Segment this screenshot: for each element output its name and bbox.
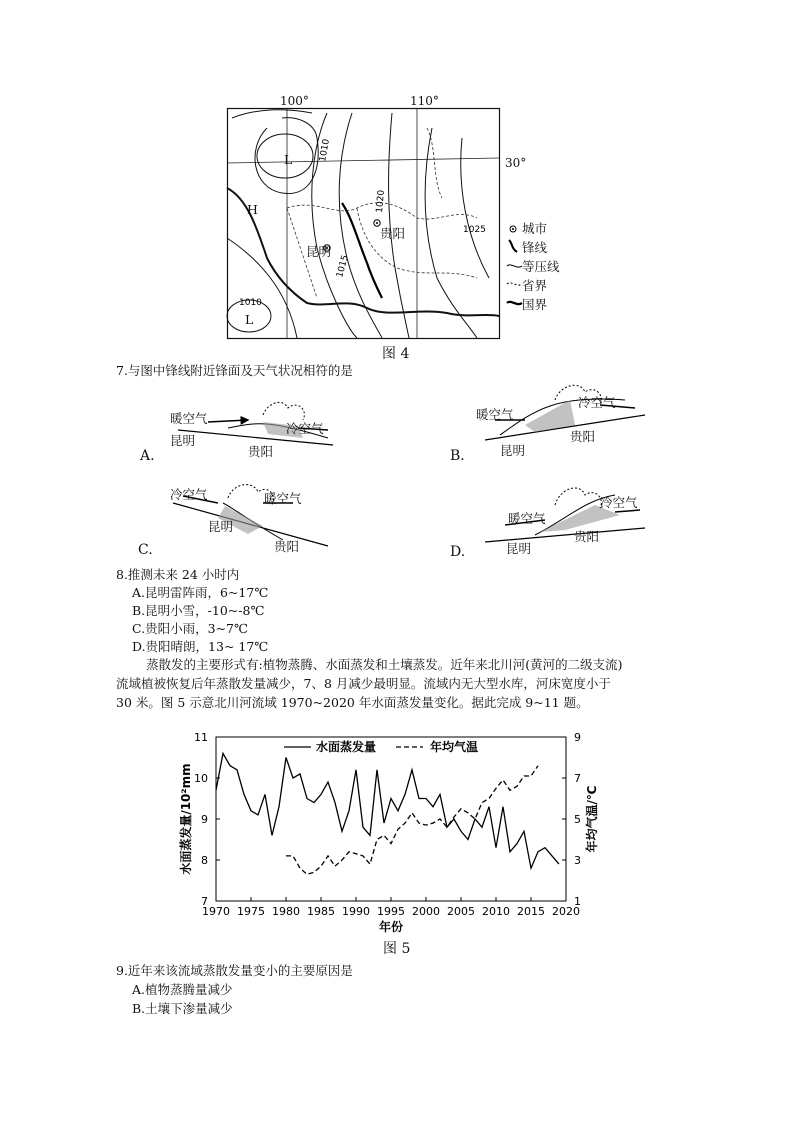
option-d-letter: D. (450, 544, 466, 560)
option-d-city1: 昆明 (506, 541, 532, 556)
city-kunming: 昆明 (306, 244, 332, 259)
q8-stem: 8.推测未来 24 小时内 (116, 567, 240, 582)
q7-option-b[interactable] (450, 380, 650, 470)
option-a-city1: 昆明 (170, 433, 196, 448)
option-d-drawing (475, 480, 650, 555)
x-tick-label: 2020 (552, 905, 580, 918)
option-a-letter: A. (140, 448, 155, 464)
q7-option-a[interactable] (138, 390, 338, 470)
x-tick-label: 1980 (272, 905, 300, 918)
x-tick-label: 2010 (482, 905, 510, 918)
option-b-cold: 冷空气 (578, 395, 616, 410)
q8-option-d[interactable]: D.贵阳晴朗，13~ 17℃ (132, 639, 269, 654)
x-tick-label: 1970 (202, 905, 230, 918)
option-b-city2: 贵阳 (570, 429, 596, 444)
y2-tick-label: 1 (574, 895, 581, 908)
y-tick-label: 10 (194, 772, 208, 785)
option-d-warm: 暖空气 (508, 511, 546, 526)
q8-option-a[interactable]: A.昆明雷阵雨，6~17℃ (132, 585, 269, 600)
option-a-city2: 贵阳 (248, 444, 274, 459)
option-b-letter: B. (450, 448, 465, 464)
x-tick-label: 2000 (412, 905, 440, 918)
lon-110-label: 110° (410, 94, 439, 108)
y-tick-label: 8 (201, 854, 208, 867)
y2-tick-label: 9 (574, 731, 581, 744)
high-pressure-label: H (247, 202, 258, 217)
low-pressure-label: L (284, 152, 293, 167)
svg-text:1015: 1015 (335, 254, 351, 279)
map-drawing (227, 108, 553, 340)
y-tick-label: 7 (201, 895, 208, 908)
option-a-warm: 暖空气 (170, 411, 208, 426)
svg-text:1020: 1020 (375, 189, 387, 214)
q8-option-c[interactable]: C.贵阳小雨，3~7℃ (132, 621, 248, 636)
y-axis-label: 水面蒸发量/10²mm (179, 763, 193, 875)
legend-isobar: 等压线 (522, 259, 560, 274)
x-axis-label: 年份 (378, 920, 404, 934)
option-b-warm: 暖空气 (476, 407, 514, 422)
figure4-map (220, 93, 560, 348)
figure4-caption: 图 4 (382, 346, 410, 362)
figure5-caption: 图 5 (383, 941, 411, 957)
svg-text:1010: 1010 (318, 138, 332, 163)
series-line-evaporation (216, 753, 559, 868)
x-tick-label: 1985 (307, 905, 335, 918)
legend-national: 国界 (522, 297, 548, 312)
plot-frame (216, 737, 566, 901)
legend-province: 省界 (522, 278, 548, 293)
option-c-city2: 贵阳 (274, 539, 300, 554)
q9-option-a[interactable]: A.植物蒸腾量减少 (132, 982, 233, 997)
option-c-cold: 冷空气 (170, 487, 208, 502)
q7-option-d[interactable] (450, 480, 650, 565)
y2-tick-label: 5 (574, 813, 581, 826)
lat-30-label: 30° (505, 156, 527, 170)
city-guiyang: 贵阳 (380, 226, 406, 241)
y-tick-label: 9 (201, 813, 208, 826)
x-tick-label: 2005 (447, 905, 475, 918)
low-pressure-label-south: L (245, 312, 254, 327)
figure5-chart (176, 725, 599, 940)
legend-temperature: 年均气温 (430, 740, 479, 754)
option-b-city1: 昆明 (500, 443, 526, 458)
svg-text:1010: 1010 (239, 298, 262, 308)
option-c-city1: 昆明 (208, 519, 234, 534)
option-d-cold: 冷空气 (600, 495, 638, 510)
x-tick-label: 1990 (342, 905, 370, 918)
x-tick-label: 2015 (517, 905, 545, 918)
y2-tick-label: 7 (574, 772, 581, 785)
y-tick-label: 11 (194, 731, 208, 744)
q7-option-c[interactable] (138, 478, 338, 563)
option-d-city2: 贵阳 (574, 529, 600, 544)
y2-axis-label: 年均气温/℃ (585, 785, 599, 853)
legend-city: 城市 (522, 221, 548, 236)
passage-line-2: 流域植被恢复后年蒸散发量减少，7、8 月减少最明显。流域内无大型水库，河床宽度小于 (116, 676, 611, 691)
y2-tick-label: 3 (574, 854, 581, 867)
passage-line-3: 30 米。图 5 示意北川河流域 1970~2020 年水面蒸发量变化。据此完成 9~11 题。 (116, 695, 589, 710)
option-c-letter: C. (138, 542, 153, 558)
option-c-warm: 暖空气 (264, 491, 302, 506)
option-a-cold: 冷空气 (286, 421, 324, 436)
x-tick-label: 1975 (237, 905, 265, 918)
passage-line-1: 蒸散发的主要形式有:植物蒸腾、水面蒸发和土壤蒸发。近年来北川河(黄河的二级支流) (146, 657, 623, 672)
lon-100-label: 100° (280, 94, 309, 108)
svg-text:1025: 1025 (463, 225, 486, 235)
q9-stem: 9.近年来该流域蒸散发量变小的主要原因是 (116, 963, 353, 978)
x-tick-label: 1995 (377, 905, 405, 918)
q9-option-b[interactable]: B.土壤下渗量减少 (132, 1001, 233, 1016)
legend-front: 锋线 (522, 240, 548, 255)
q7-stem: 7.与图中锋线附近锋面及天气状况相符的是 (116, 363, 353, 378)
legend-evaporation: 水面蒸发量 (316, 740, 377, 754)
q8-option-b[interactable]: B.昆明小雪，-10~-8℃ (132, 603, 265, 618)
